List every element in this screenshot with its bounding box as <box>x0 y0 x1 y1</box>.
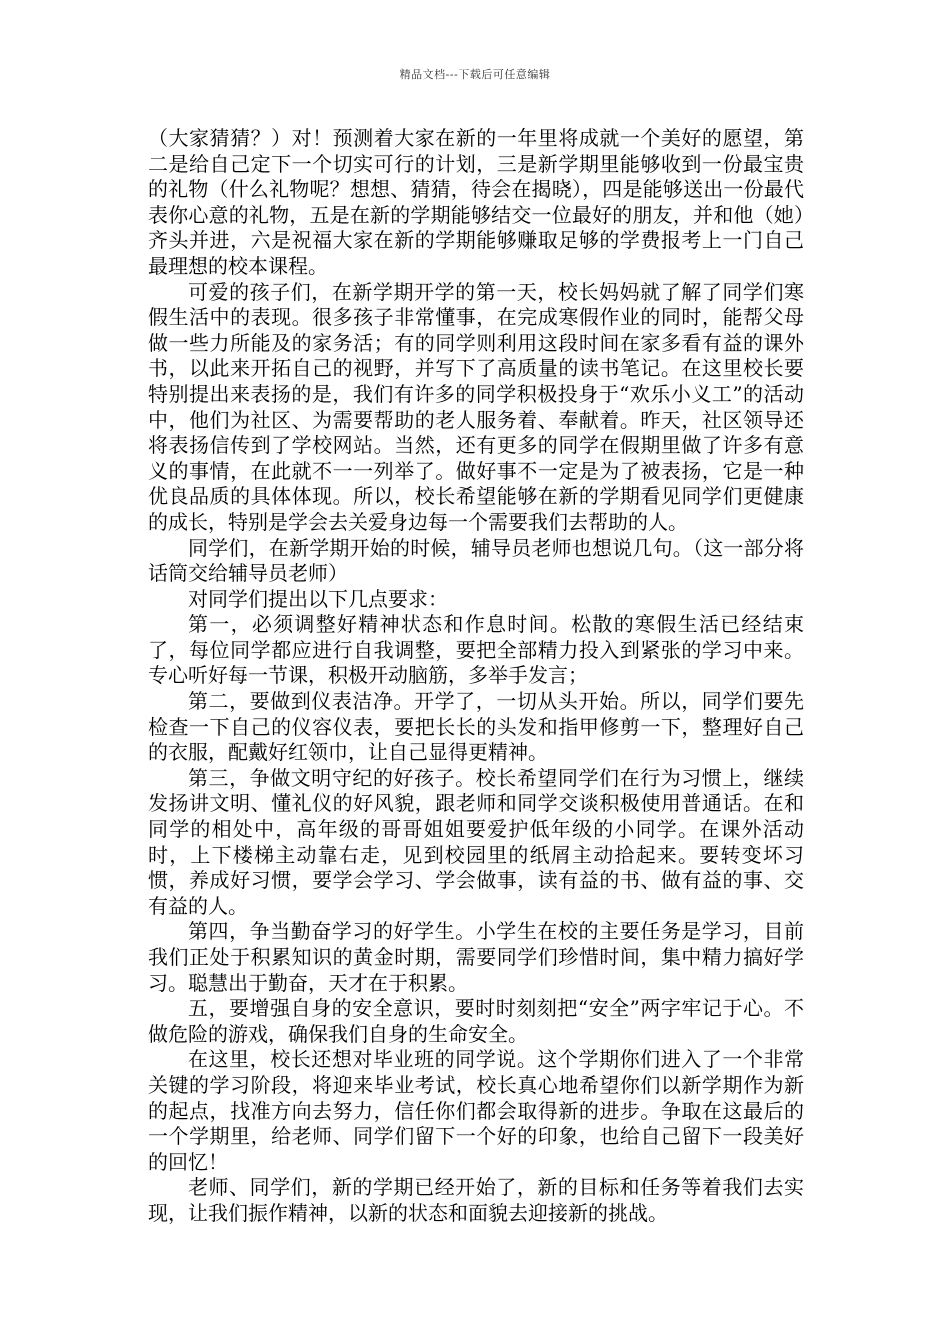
paragraph-3: 同学们，在新学期开始的时候，辅导员老师也想说几句。（这一部分将话筒交给辅导员老师） <box>148 535 804 586</box>
paragraph-11: 老师、同学们，新的学期已经开始了，新的目标和任务等着我们去实现，让我们振作精神，以新的状态和面貌去迎接新的挑战。 <box>148 1175 804 1225</box>
paragraph-10: 在这里，校长还想对毕业班的同学说。这个学期你们进入了一个非常关键的学习阶段，将迎来毕业考试，校长真心地希望你们以新学期作为新的起点，找准方向去努力，信任你们都会取得新的进步。争取在这最后的一个学期里，给老师、同学们留下一个好的印象，也给自己留下一段美好的回忆！ <box>148 1047 804 1174</box>
paragraph-1: （大家猜猜？）对！预测着大家在新的一年里将成就一个美好的愿望，第二是给自己定下一个切实可行的计划，三是新学期里能够收到一份最宝贵的礼物（什么礼物呢？想想、猜猜，待会在揭晓），四是能够送出一份最代表你心意的礼物，五是在新的学期能够结交一位最好的朋友，并和他（她）齐头并进，六是祝福大家在新的学期能够赚取足够的学费报考上一门自己最理想的校本课程。 <box>148 126 804 278</box>
paragraph-7: 第三，争做文明守纪的好孩子。校长希望同学们在行为习惯上，继续发扬讲文明、懂礼仪的好风貌，跟老师和同学交谈积极使用普通话。在和同学的相处中，高年级的哥哥姐姐要爱护低年级的小同学。在课外活动时，上下楼梯主动靠右走，见到校园里的纸屑主动拾起来。要转变坏习惯，养成好习惯，要学会学习、学会做事，读有益的书、做有益的事、交有益的人。 <box>148 765 804 918</box>
document-body <box>148 126 804 1227</box>
paragraph-5: 第一，必须调整好精神状态和作息时间。松散的寒假生活已经结束了，每位同学都应进行自我调整，要把全部精力投入到紧张的学习中来。专心听好每一节课，积极开动脑筋，多举手发言； <box>148 612 804 688</box>
paragraph-2: 可爱的孩子们，在新学期开学的第一天，校长妈妈就了解了同学们寒假生活中的表现。很多孩子非常懂事，在完成寒假作业的同时，能帮父母做一些力所能及的家务活；有的同学则利用这段时间在家多看有益的课外书，以此来开拓自己的视野，并写下了高质量的读书笔记。在这里校长要特别提出来表扬的是，我们有许多的同学积极投身于“欢乐小义工”的活动中，他们为社区、为需要帮助的老人服务着、奉献着。昨天，社区领导还将表扬信传到了学校网站。当然，还有更多的同学在假期里做了许多有意义的事情，在此就不一一列举了。做好事不一定是为了被表扬，它是一种优良品质的具体体现。所以，校长希望能够在新的学期看见同学们更健康的成长，特别是学会去关爱身边每一个需要我们去帮助的人。 <box>148 279 804 534</box>
page-header: 精品文档---下载后可任意编辑 <box>399 68 551 81</box>
paragraph-8: 第四，争当勤奋学习的好学生。小学生在校的主要任务是学习，目前我们正处于积累知识的黄金时期，需要同学们珍惜时间，集中精力搞好学习。聪慧出于勤奋，天才在于积累。 <box>148 919 804 995</box>
paragraph-6: 第二，要做到仪表洁净。开学了，一切从头开始。所以，同学们要先检查一下自己的仪容仪表，要把长长的头发和指甲修剪一下，整理好自己的衣服，配戴好红领巾，让自己显得更精神。 <box>148 689 804 765</box>
paragraph-4: 对同学们提出以下几点要求： <box>188 586 448 611</box>
paragraph-9: 五，要增强自身的安全意识，要时时刻刻把“安全”两字牢记于心。不做危险的游戏，确保我们自身的生命安全。 <box>148 996 804 1046</box>
